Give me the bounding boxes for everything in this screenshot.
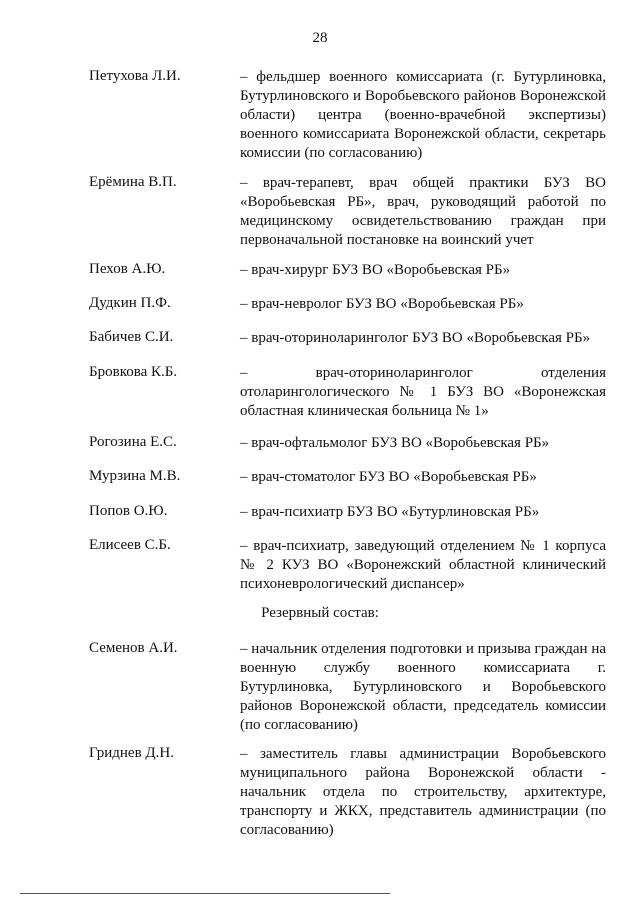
member-description: – заместитель главы администрации Воробьевского муниципального района Воронежской области - начальник отдела по строительству, архитектуре, транспорту и ЖКХ, представитель администрации (по согласованию)	[240, 746, 606, 838]
member-name: Рогозина Е.С.	[89, 434, 177, 450]
member-description: – врач-терапевт, врач общей практики БУЗ ВО «Воробьевская РБ», врач, руководящий работой по медицинскому освидетельствованию граждан при первоначальной постановке на воинский учет	[240, 175, 606, 248]
member-description: – врач-психиатр БУЗ ВО «Бутурлиновская РБ»	[240, 504, 540, 520]
member-description: – врач-хирург БУЗ ВО «Воробьевская РБ»	[240, 262, 511, 278]
member-name: Гриднев Д.Н.	[89, 745, 174, 761]
member-name: Петухова Л.И.	[89, 68, 181, 84]
member-description: – врач-психиатр, заведующий отделением № 1 корпуса № 2 КУЗ ВО «Воронежский областной клинический психоневрологический диспансер»	[240, 538, 606, 592]
member-description: – фельдшер военного комиссариата (г. Бутурлиновка, Бутурлиновского и Воробьевского районов Воронежской области) центра (военно-врачебной экспертизы) военного комиссариата Воронежской области, секретарь комиссии (по согласованию)	[240, 69, 606, 161]
member-name: Мурзина М.В.	[89, 468, 181, 484]
member-name: Елисеев С.Б.	[89, 537, 171, 553]
member-description: – врач-невролог БУЗ ВО «Воробьевская РБ»	[240, 296, 524, 312]
member-name: Дудкин П.Ф.	[89, 295, 171, 311]
member-description: – врач-оториноларинголог БУЗ ВО «Воробьевская РБ»	[240, 330, 591, 346]
member-description: – начальник отделения подготовки и призыва граждан на военную службу военного комиссариата г. Бутурлиновка, Бутурлиновского и Воробьевского районов Воронежской области, председатель комиссии (по согласованию)	[240, 641, 606, 733]
member-name: Пехов А.Ю.	[89, 261, 166, 277]
member-name: Бабичев С.И.	[89, 329, 174, 345]
member-name: Попов О.Ю.	[89, 503, 168, 519]
bottom-rule	[20, 893, 390, 894]
member-name: Семенов А.И.	[89, 640, 178, 656]
reserve-heading: Резервный состав:	[261, 605, 379, 621]
member-description: – врач-офтальмолог БУЗ ВО «Воробьевская РБ»	[240, 435, 550, 451]
page-number: 28	[312, 30, 328, 46]
member-description: – врач-оториноларинголог отделения отоларингологического № 1 БУЗ ВО «Воронежская областная клиническая больница № 1»	[240, 365, 606, 419]
member-name: Бровкова К.Б.	[89, 364, 178, 380]
member-name: Ерёмина В.П.	[89, 174, 177, 190]
member-description: – врач-стоматолог БУЗ ВО «Воробьевская РБ»	[240, 469, 537, 485]
